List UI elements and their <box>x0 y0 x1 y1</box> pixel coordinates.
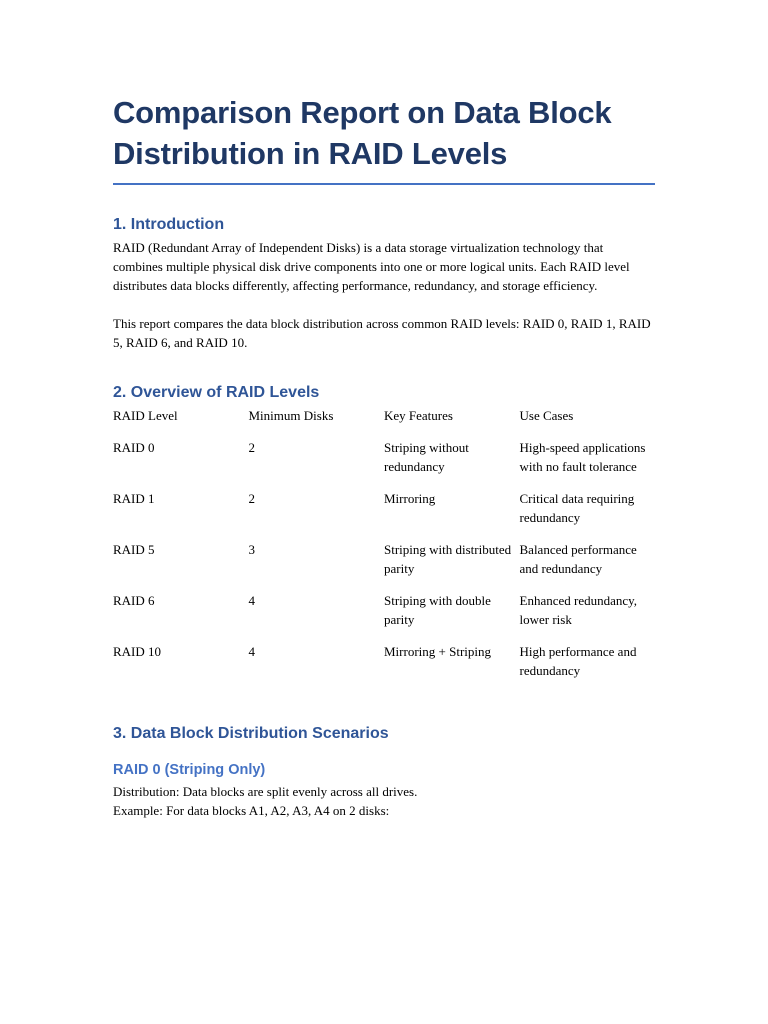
raid0-distribution-text: Distribution: Data blocks are split evenly across all drives. <box>113 784 418 799</box>
table-header-row <box>113 406 655 438</box>
table-cell: Mirroring + Striping <box>384 644 491 659</box>
raid-levels-table <box>113 406 655 680</box>
table-cell: 4 <box>248 644 255 659</box>
table-cell: Enhanced redundancy, lower risk <box>519 593 638 627</box>
section-heading-overview: 2. Overview of RAID Levels <box>113 384 320 401</box>
table-header-cell: Use Cases <box>519 408 574 423</box>
document-content <box>113 92 655 820</box>
table-cell: Mirroring <box>384 491 436 506</box>
section-heading-scenarios: 3. Data Block Distribution Scenarios <box>113 725 389 742</box>
table-row <box>113 642 655 680</box>
table-header-cell: RAID Level <box>113 408 178 423</box>
section-heading-introduction: 1. Introduction <box>113 216 225 233</box>
table-cell: 3 <box>248 542 255 557</box>
table-row <box>113 591 655 642</box>
subsection-heading-raid0: RAID 0 (Striping Only) <box>113 762 266 778</box>
table-cell: 2 <box>248 491 255 506</box>
table-cell: 4 <box>248 593 255 608</box>
table-cell: Striping without redundancy <box>384 440 469 474</box>
table-cell: Striping with double parity <box>384 593 491 627</box>
table-row <box>113 489 655 540</box>
table-cell: High-speed applications with no fault tolerance <box>519 440 646 474</box>
table-cell: 2 <box>248 440 255 455</box>
table-cell: High performance and redundancy <box>519 644 637 678</box>
table-header-cell: Key Features <box>384 408 453 423</box>
table-cell: Critical data requiring redundancy <box>519 491 635 525</box>
table-cell: RAID 10 <box>113 644 162 659</box>
table-cell: Balanced performance and redundancy <box>519 542 637 576</box>
table-cell: Striping with distributed parity <box>384 542 512 576</box>
table-row <box>113 540 655 591</box>
raid0-example-text: Example: For data blocks A1, A2, A3, A4 on 2 disks: <box>113 803 390 818</box>
table-cell: RAID 0 <box>113 440 155 455</box>
introduction-paragraph-2: This report compares the data block distribution across common RAID levels: RAID 0, RAID 1, RAID 5, RAID 6, and RAID 10. <box>113 316 651 350</box>
table-cell: RAID 1 <box>113 491 155 506</box>
table-row <box>113 438 655 489</box>
introduction-paragraph-1: RAID (Redundant Array of Independent Disks) is a data storage virtualization technology that combines multiple physical disk drive components into one or more logical units. Each RAID level distributes data blocks differently, affecting performance, redundancy, and storage efficiency. <box>113 240 630 293</box>
table-header-cell: Minimum Disks <box>248 408 334 423</box>
table-cell: RAID 5 <box>113 542 155 557</box>
table-cell: RAID 6 <box>113 593 155 608</box>
document-title: Comparison Report on Data Block Distribution in RAID Levels <box>113 92 655 185</box>
